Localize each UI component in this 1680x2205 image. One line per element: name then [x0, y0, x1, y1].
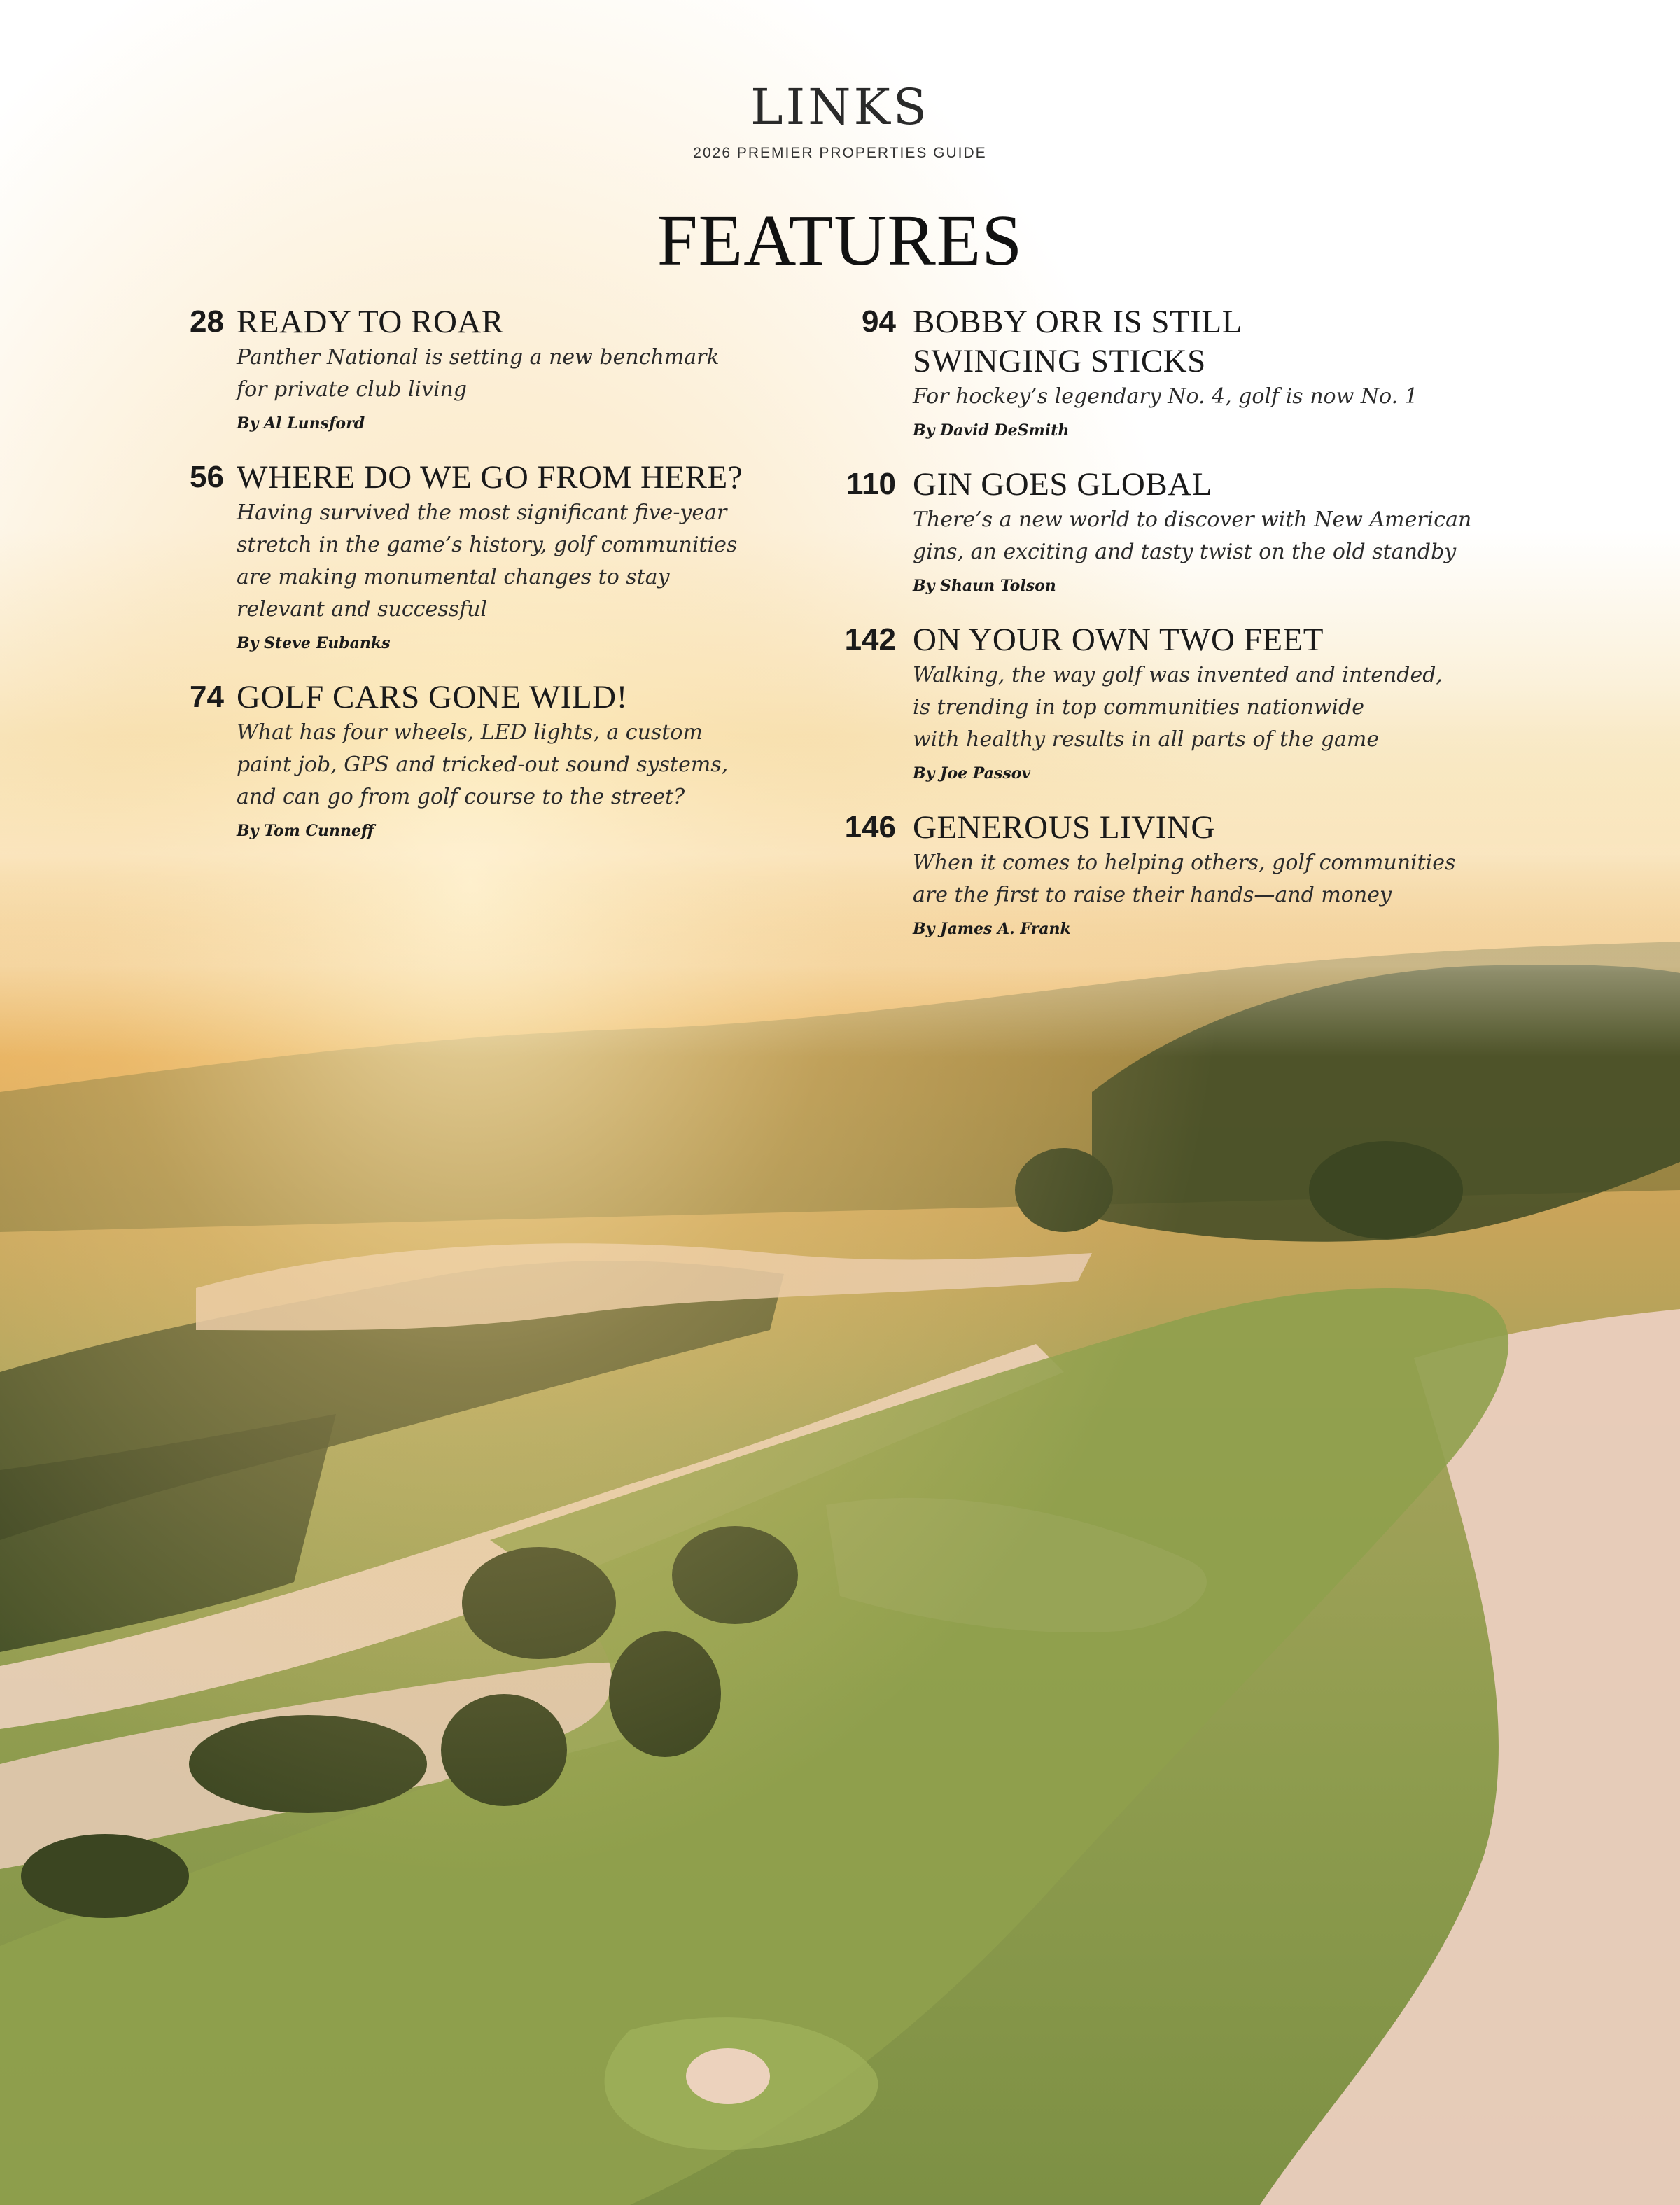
feature-headline: ON YOUR OWN TWO FEET [913, 622, 1324, 658]
feature-entry[interactable] [833, 302, 1533, 441]
feature-byline: By Steve Eubanks [237, 634, 391, 652]
feature-entry[interactable] [833, 465, 1533, 596]
feature-byline: By Al Lunsford [237, 414, 365, 433]
features-left-column [167, 302, 797, 841]
feature-entry[interactable] [833, 620, 1533, 784]
feature-headline: BOBBY ORR IS STILL SWINGING STICKS [913, 304, 1242, 379]
feature-byline: By James A. Frank [913, 920, 1071, 938]
page-number: 110 [846, 467, 896, 501]
page-number: 28 [190, 304, 224, 339]
feature-headline: GENEROUS LIVING [913, 809, 1215, 846]
feature-entry[interactable] [167, 678, 797, 841]
feature-entry[interactable] [833, 808, 1533, 939]
feature-dek: Walking, the way golf was invented and intended, is trending in top communities nationwide with healthy results in all parts of the game [913, 663, 1443, 752]
feature-byline: By Joe Passov [913, 764, 1031, 783]
page-number: 94 [862, 304, 896, 339]
feature-dek: Having survived the most significant five-year stretch in the game’s history, golf communities are making monumental changes to stay relevant and successful [237, 500, 738, 622]
page-number: 142 [844, 622, 896, 657]
feature-headline: GOLF CARS GONE WILD! [237, 679, 628, 715]
feature-byline: By David DeSmith [913, 421, 1070, 440]
feature-headline: WHERE DO WE GO FROM HERE? [237, 459, 743, 496]
feature-dek: When it comes to helping others, golf communities are the first to raise their hands—and money [913, 850, 1456, 907]
feature-dek: Panther National is setting a new benchmark for private club living [237, 345, 720, 402]
page-number: 74 [190, 680, 224, 714]
page-title: FEATURES [657, 200, 1023, 281]
feature-dek: There’s a new world to discover with New American gins, an exciting and tasty twist on the old standby [913, 507, 1472, 564]
guide-subtitle: 2026 PREMIER PROPERTIES GUIDE [693, 145, 987, 161]
page-number: 56 [190, 460, 224, 494]
feature-headline: READY TO ROAR [237, 304, 504, 340]
feature-byline: By Tom Cunneff [237, 822, 374, 840]
feature-dek: For hockey’s legendary No. 4, golf is now No. 1 [913, 384, 1418, 409]
magazine-logo: LINKS [750, 78, 930, 136]
feature-headline: GIN GOES GLOBAL [913, 466, 1212, 503]
page-number: 146 [844, 810, 896, 844]
features-right-column [833, 302, 1533, 939]
feature-entry[interactable] [167, 302, 797, 434]
feature-dek: What has four wheels, LED lights, a custom paint job, GPS and tricked-out sound systems, and can go from golf course to the street? [237, 720, 729, 809]
feature-byline: By Shaun Tolson [913, 577, 1056, 595]
feature-entry[interactable] [167, 458, 797, 654]
